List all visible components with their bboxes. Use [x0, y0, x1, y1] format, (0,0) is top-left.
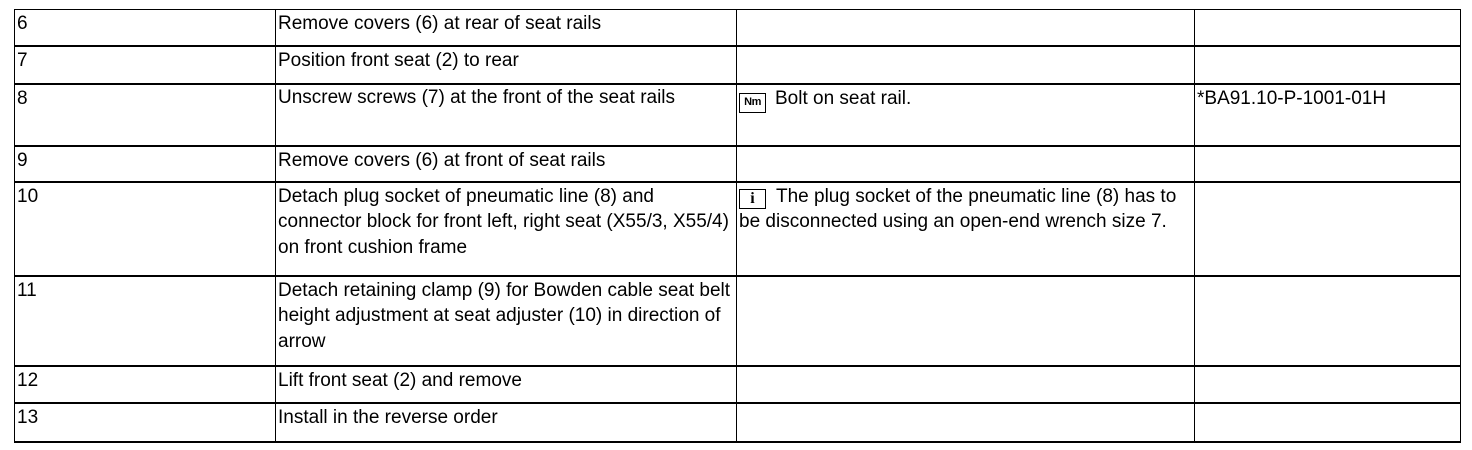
step-reference — [1195, 10, 1461, 46]
step-note — [737, 84, 1195, 146]
step-reference-link[interactable]: *BA91.10-P-1001-01H — [1195, 84, 1461, 146]
step-note — [737, 146, 1195, 182]
table-row — [15, 84, 1461, 146]
step-reference — [1195, 46, 1461, 84]
torque-nm-icon: Nm — [739, 93, 766, 113]
step-note — [737, 366, 1195, 403]
step-reference — [1195, 146, 1461, 182]
table-row — [15, 46, 1461, 84]
step-reference — [1195, 366, 1461, 403]
step-note — [737, 182, 1195, 276]
table-row — [15, 10, 1461, 46]
step-action: Detach plug socket of pneumatic line (8) and connector block for front left, right seat (X55/3, X55/4) on front cushion frame — [276, 182, 737, 276]
step-action: Remove covers (6) at front of seat rails — [276, 146, 737, 182]
table-row — [15, 182, 1461, 276]
step-number: 7 — [15, 46, 276, 84]
step-action: Position front seat (2) to rear — [276, 46, 737, 84]
step-action: Unscrew screws (7) at the front of the seat rails — [276, 84, 737, 146]
step-number: 6 — [15, 10, 276, 46]
procedure-table — [14, 9, 1461, 443]
step-note — [737, 46, 1195, 84]
step-number: 9 — [15, 146, 276, 182]
step-action: Remove covers (6) at rear of seat rails — [276, 10, 737, 46]
step-number: 11 — [15, 276, 276, 366]
step-number: 13 — [15, 403, 276, 442]
step-note — [737, 10, 1195, 46]
step-number: 10 — [15, 182, 276, 276]
step-action: Detach retaining clamp (9) for Bowden cable seat belt height adjustment at seat adjuster (10) in direction of arrow — [276, 276, 737, 366]
table-row — [15, 146, 1461, 182]
table-row — [15, 403, 1461, 442]
step-number: 8 — [15, 84, 276, 146]
step-note-text: The plug socket of the pneumatic line (8) has to be disconnected using an open-end wrench size 7. — [739, 185, 1177, 232]
table-row — [15, 276, 1461, 366]
step-note-text: Bolt on seat rail. — [775, 87, 912, 109]
info-icon: i — [739, 189, 766, 209]
step-note — [737, 403, 1195, 442]
step-reference — [1195, 403, 1461, 442]
step-action: Install in the reverse order — [276, 403, 737, 442]
step-reference — [1195, 276, 1461, 366]
step-reference — [1195, 182, 1461, 276]
step-note — [737, 276, 1195, 366]
table-row — [15, 366, 1461, 403]
step-number: 12 — [15, 366, 276, 403]
step-action: Lift front seat (2) and remove — [276, 366, 737, 403]
